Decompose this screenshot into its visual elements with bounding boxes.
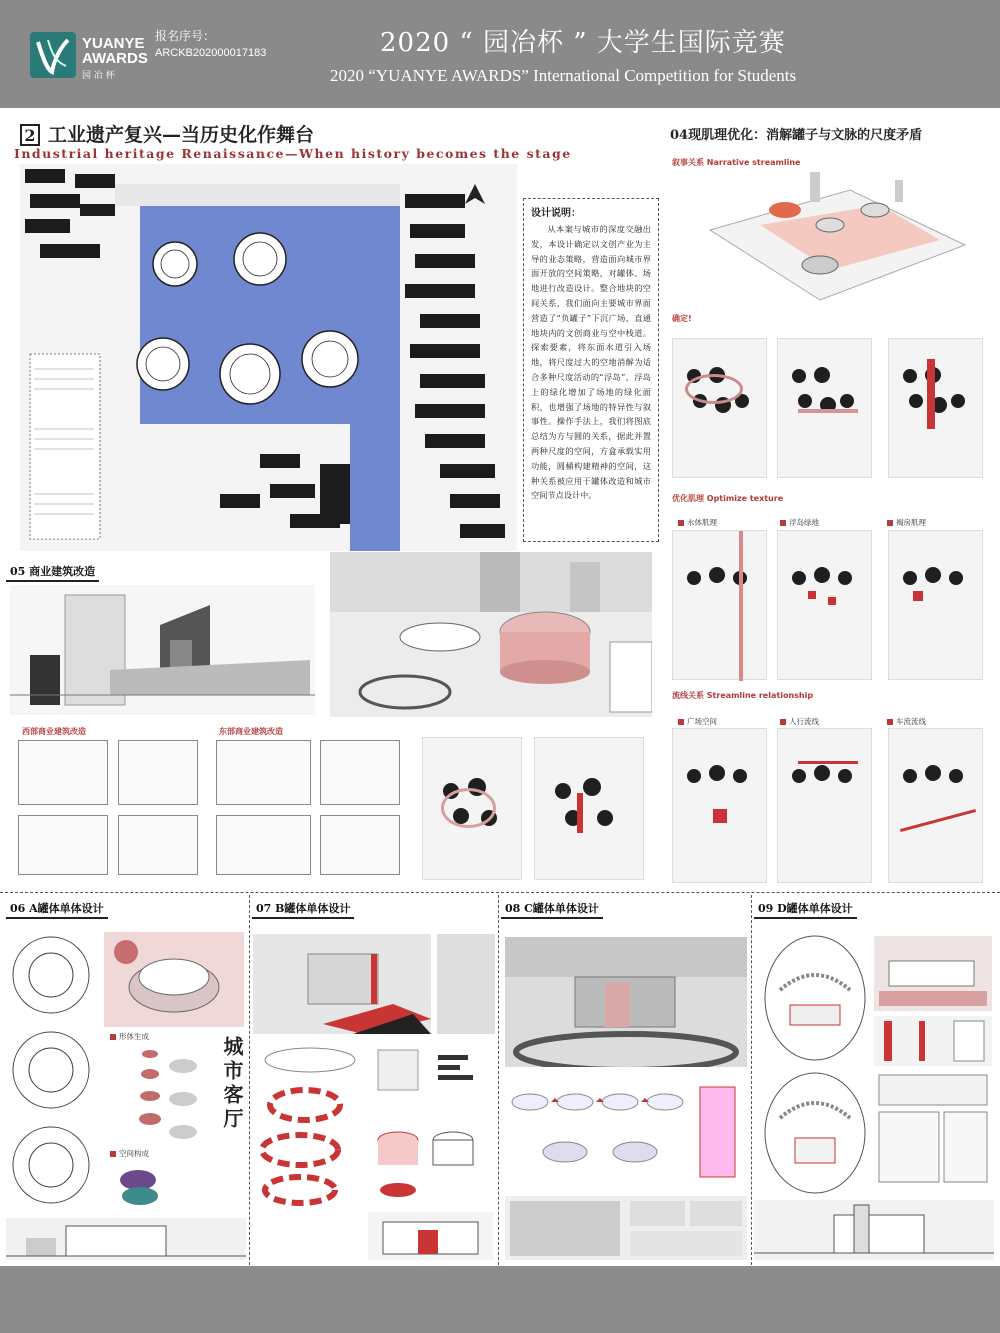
section07-photo [437, 934, 495, 1034]
section09-plan-lower [760, 1068, 870, 1198]
section09-render [874, 936, 992, 1011]
section06-render [104, 932, 244, 1027]
section08-photos [505, 1196, 747, 1260]
section09-plan-upper [760, 930, 870, 1065]
site-map-2 [534, 737, 644, 880]
west-plan-1 [18, 740, 108, 805]
form-generation-diagram [108, 1044, 208, 1144]
west-plan-4 [118, 815, 198, 875]
section2-title [20, 120, 314, 147]
space-composition-label: 空间构成 [110, 1148, 149, 1159]
stream-item-3: 车流流线 [887, 716, 926, 727]
streamline-label: 流线关系 Streamline relationship [672, 691, 814, 700]
stream-item-2: 人行流线 [780, 716, 819, 727]
competition-title-en: 2020 “YUANYE AWARDS” International Competition for Students [330, 66, 797, 85]
opt-item-1: 水体肌理 [678, 517, 717, 528]
optimize-label: 优化肌理 Optimize texture [672, 494, 784, 503]
section09-title: 09 D罐体单体设计 [754, 899, 857, 919]
header-bar [0, 0, 1000, 108]
stream-map-1 [672, 728, 767, 883]
logo-sub: 园 冶 杯 [82, 71, 115, 81]
reg-label: 报名序号： [155, 29, 216, 43]
opt-item-3: 褐房肌理 [887, 517, 926, 528]
east-commercial-label: 东部商业建筑改造 [219, 727, 283, 736]
form-generation-label: 形体生成 [110, 1031, 149, 1042]
west-plan-2 [118, 740, 198, 805]
commercial-render [10, 585, 315, 715]
section2-number: 2 [20, 124, 40, 146]
section08-render [505, 937, 747, 1067]
section06-title: 06 A罐体单体设计 [6, 899, 108, 919]
section06-plans [6, 925, 101, 1215]
analysis-map-2 [777, 338, 872, 478]
reg-number: ARCKB202000017183 [155, 47, 267, 59]
section07-render [253, 934, 431, 1034]
design-note-box [523, 198, 659, 542]
logo-mark-icon [30, 32, 76, 78]
optimize-map-3 [888, 530, 983, 680]
section09-details [874, 1070, 992, 1185]
divider-06-07 [249, 895, 250, 1265]
competition-title-cn: 2020 “ 园冶杯 ” 大学生国际竞赛 [380, 28, 786, 58]
section2-title-en: Industrial heritage Renaissance—When history becomes the stage [14, 146, 572, 161]
east-plan-3 [216, 815, 311, 875]
logo-text [82, 36, 148, 66]
logo-line1: YUANYE [82, 35, 145, 52]
opt-item-2: 浮岛绿地 [780, 517, 819, 528]
west-plan-3 [18, 815, 108, 875]
section07-section [368, 1212, 493, 1260]
optimize-map-2 [777, 530, 872, 680]
optimize-map-1 [672, 530, 767, 680]
site-map-1 [422, 737, 522, 880]
space-composition-diagram [108, 1160, 208, 1212]
logo-line2: AWARDS [82, 50, 148, 67]
divider-bottom-row [0, 892, 1000, 893]
east-plan-4 [320, 815, 400, 875]
section07-diagrams [368, 1040, 493, 1210]
section09-elevation [754, 1200, 994, 1260]
stream-item-1: 广场空间 [678, 716, 717, 727]
narrative-label: 叙事关系 Narrative streamline [672, 158, 801, 167]
narrative-axonometric [700, 170, 970, 310]
section05-title: 05 商业建筑改造 [6, 562, 99, 582]
confirm-label: 确定! [672, 314, 692, 323]
divider-07-08 [498, 895, 499, 1265]
section09-interior [874, 1016, 992, 1066]
section06-elevation [6, 1218, 246, 1260]
section2-title-text: 工业遗产复兴—当历史化作舞台 [48, 124, 315, 146]
yuanye-logo [30, 32, 76, 78]
city-living-room-title: 城市客厅 [220, 1036, 244, 1132]
east-plan-2 [320, 740, 400, 805]
analysis-map-1 [672, 338, 767, 478]
design-note-title: 设计说明： [531, 208, 581, 219]
west-commercial-label: 西部商业建筑改造 [22, 727, 86, 736]
section07-title: 07 B罐体单体设计 [252, 899, 354, 919]
section07-exploded [255, 1040, 365, 1210]
section04-title: 04现肌理优化：消解罐子与文脉的尺度矛盾 [670, 128, 923, 143]
east-plan-1 [216, 740, 311, 805]
analysis-map-3 [888, 338, 983, 478]
master-plan-drawing [20, 164, 517, 551]
master-plan [20, 164, 517, 551]
stream-map-3 [888, 728, 983, 883]
stream-map-2 [777, 728, 872, 883]
design-note-body: 从本案与城市的深度交融出发，本设计确定以文创产业为主导的业态策略，营造面向城市界面开放的空间策略，对罐体、场地进行改造设计。整合地块的空间关系，我们面向主要城市界面营造了“负罐子”下沉广场，直通地块内的文创商业与空中栈道。探索要素，将东面水道引入场地，将尺度过大的空地消解为适合多种尺度活动的“浮岛”，浮岛上的绿化增加了场地的绿化面积，也增强了场地的特异性与叙事性。操作手法上，我们将图底总结为方与圆的关系，据此并置两种尺度的空间，方盒承载实用功能，圆桶构建精神的空间，这种关系被应用于罐体改造和城市空间节点设计中。 [531, 224, 651, 501]
divider-08-09 [751, 895, 752, 1265]
aerial-render [330, 552, 652, 717]
section08-diagrams [505, 1072, 747, 1192]
footer-bar [0, 1266, 1000, 1333]
section08-title: 08 C罐体单体设计 [501, 899, 603, 919]
